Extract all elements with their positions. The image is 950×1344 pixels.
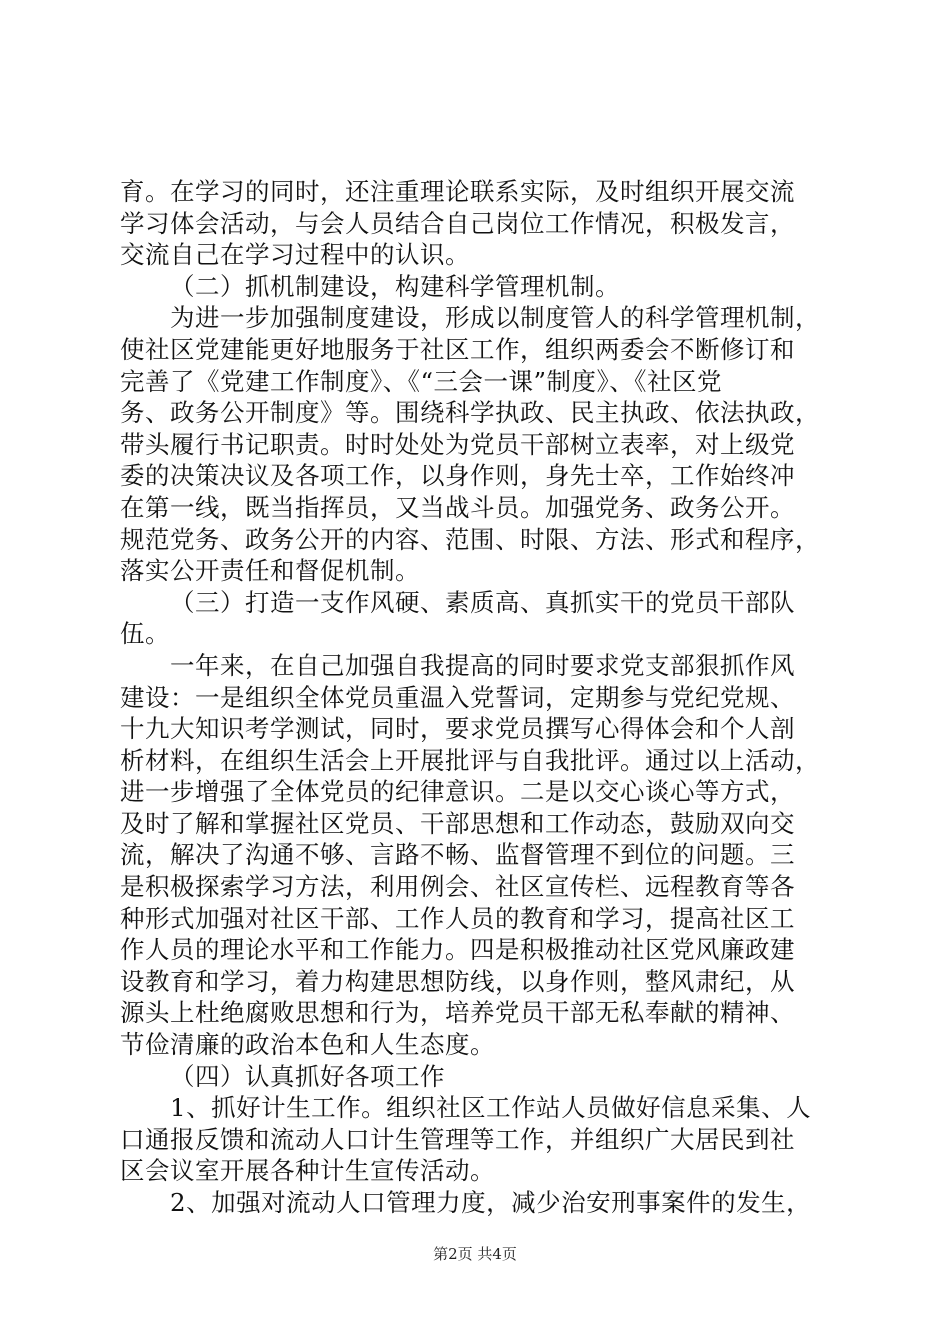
text-line: 流，解决了沟通不够、言路不畅、监督管理不到位的问题。三 — [120, 840, 795, 870]
text-line: 及时了解和掌握社区党员、干部思想和工作动态，鼓励双向交 — [120, 808, 795, 838]
text-line: 带头履行书记职责。时时处处为党员干部树立表率，对上级党 — [120, 429, 795, 459]
text-line: 学习体会活动，与会人员结合自己岗位工作情况，积极发言， — [120, 208, 795, 238]
text-line: 十九大知识考学测试，同时，要求党员撰写心得体会和个人剖 — [120, 714, 795, 744]
page-footer: 第2页 共4页 — [433, 1245, 517, 1263]
text-line: 设教育和学习，着力构建思想防线，以身作则，整风肃纪，从 — [120, 966, 795, 996]
text-line: 建设：一是组织全体党员重温入党誓词，定期参与党纪党规、 — [120, 682, 795, 712]
text-line: 是积极探索学习方法，利用例会、社区宣传栏、远程教育等各 — [120, 872, 795, 902]
section-heading: （三）打造一支作风硬、素质高、真抓实干的党员干部队 — [170, 587, 795, 617]
text-line: 1、抓好计生工作。组织社区工作站人员做好信息采集、人 — [170, 1093, 812, 1123]
text-line: 伍。 — [120, 619, 170, 649]
text-line: 使社区党建能更好地服务于社区工作，组织两委会不断修订和 — [120, 334, 795, 364]
text-line: 种形式加强对社区干部、工作人员的教育和学习，提高社区工 — [120, 903, 795, 933]
text-line: 区会议室开展各种计生宣传活动。 — [120, 1156, 495, 1186]
text-line: 2、加强对流动人口管理力度，减少治安刑事案件的发生， — [170, 1188, 812, 1217]
section-heading: （二）抓机制建设，构建科学管理机制。 — [170, 271, 620, 301]
body-text — [120, 176, 836, 1219]
text-line: 源头上杜绝腐败思想和行为，培养党员干部无私奉献的精神、 — [120, 998, 795, 1028]
section-heading: （四）认真抓好各项工作 — [170, 1061, 445, 1091]
text-line: 作人员的理论水平和工作能力。四是积极推动社区党风廉政建 — [120, 935, 795, 965]
text-line: 析材料，在组织生活会上开展批评与自我批评。通过以上活动， — [120, 745, 820, 775]
text-line: 口通报反馈和流动人口计生管理等工作，并组织广大居民到社 — [120, 1124, 795, 1154]
text-line: 委的决策决议及各项工作，以身作则，身先士卒，工作始终冲 — [120, 461, 795, 491]
text-line: 在第一线，既当指挥员，又当战斗员。加强党务、政务公开。 — [120, 492, 795, 522]
text-line: 一年来，在自己加强自我提高的同时要求党支部狠抓作风 — [170, 650, 795, 680]
text-line: 为进一步加强制度建设，形成以制度管人的科学管理机制， — [170, 303, 820, 333]
text-line: 育。在学习的同时，还注重理论联系实际，及时组织开展交流 — [120, 177, 795, 206]
text-line: 完善了《党建工作制度》、《“三会一课”制度》、《社区党 — [120, 366, 723, 396]
text-line: 交流自己在学习过程中的认识。 — [120, 240, 470, 270]
text-line: 进一步增强了全体党员的纪律意识。二是以交心谈心等方式， — [120, 777, 795, 807]
text-line: 落实公开责任和督促机制。 — [120, 556, 420, 586]
text-line: 节俭清廉的政治本色和人生态度。 — [120, 1030, 495, 1060]
text-line: 规范党务、政务公开的内容、范围、时限、方法、形式和程序， — [120, 524, 820, 554]
text-line: 务、政务公开制度》等。围绕科学执政、民主执政、依法执政， — [120, 398, 820, 428]
